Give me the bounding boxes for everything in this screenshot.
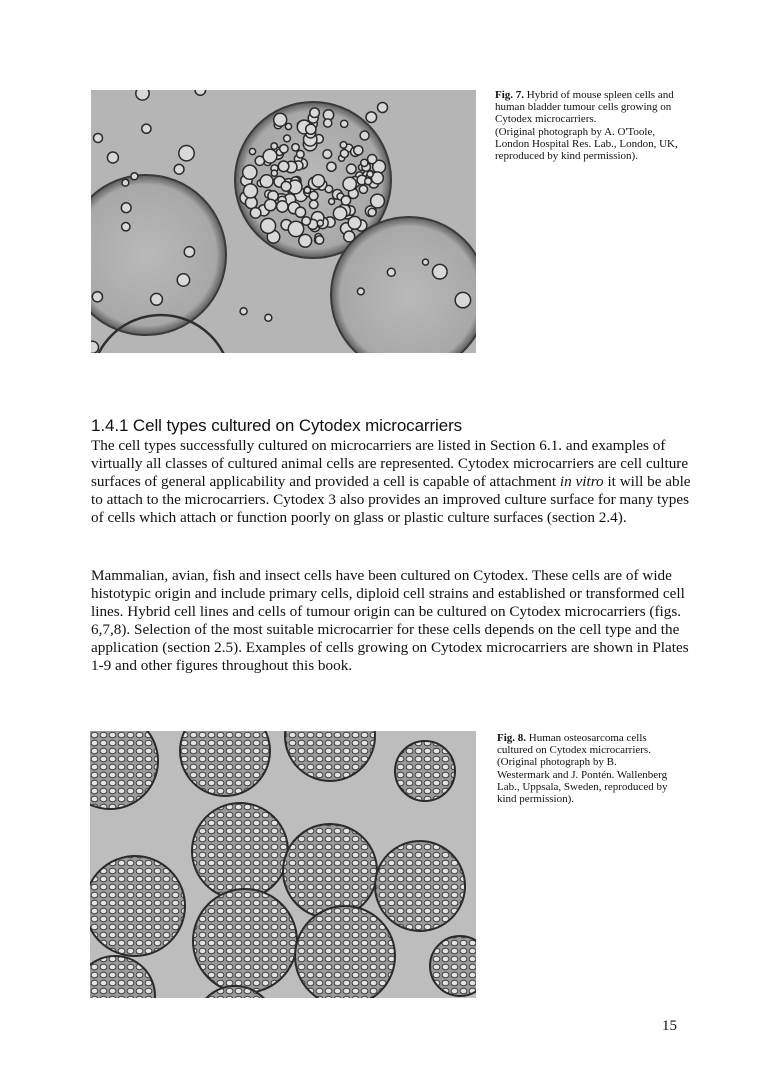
figure-8-credit: (Original photograph by B. Westermark and J. Pontén. Wallenberg Lab., Uppsala, Sweden, reproduced by kind permission). xyxy=(497,756,668,806)
microcarrier-bead xyxy=(90,856,185,956)
cell-spot xyxy=(284,135,291,142)
cell-spot xyxy=(107,152,118,163)
cell-spot xyxy=(285,123,291,129)
cell-spot xyxy=(243,165,257,179)
cell-spot xyxy=(387,268,395,276)
cell-spot xyxy=(297,150,305,158)
cell-spot xyxy=(142,124,151,133)
cell-spot xyxy=(261,218,276,233)
cell-spot xyxy=(94,134,103,143)
cell-spot xyxy=(249,148,255,154)
cell-spot xyxy=(240,308,247,315)
microcarrier-bead xyxy=(375,841,465,931)
cell-spot xyxy=(302,217,311,226)
cell-spot xyxy=(121,203,131,213)
figure-7-label: Fig. 7. xyxy=(495,89,525,101)
figure-7-caption-text: Hybrid of mouse spleen cells and human bladder tumour cells growing on Cytodex microcarriers. xyxy=(495,89,674,126)
figure-7-credit: (Original photograph by A. O'Toole, London Hospital Res. Lab., London, UK, reproduced by kind permission). xyxy=(495,125,678,163)
cell-spot xyxy=(310,108,320,118)
page-number: 15 xyxy=(662,1018,677,1034)
paragraph-1-italic: in vitro xyxy=(559,473,604,490)
cell-spot xyxy=(315,236,323,244)
cell-spot xyxy=(361,159,368,166)
cell-spot xyxy=(325,185,332,192)
cell-spot xyxy=(348,216,361,229)
cell-spot xyxy=(244,184,258,198)
figure-8-caption-text: Human osteosarcoma cells cultured on Cytodex microcarriers. xyxy=(497,732,651,757)
cell-spot xyxy=(317,220,323,226)
cell-spot xyxy=(360,131,369,140)
cell-spot xyxy=(260,175,273,188)
cell-spot xyxy=(357,288,364,295)
cell-spot xyxy=(271,143,277,149)
cell-spot xyxy=(368,208,376,216)
cell-spot xyxy=(365,178,372,185)
cell-spot xyxy=(265,314,272,321)
microcarrier-bead xyxy=(192,803,288,899)
figure-8-photo xyxy=(90,731,476,998)
cell-spot xyxy=(341,120,348,127)
cell-spot xyxy=(122,179,129,186)
cell-spot xyxy=(292,144,299,151)
cell-spot xyxy=(177,274,189,286)
figure-7-caption xyxy=(495,89,685,162)
cell-spot xyxy=(433,264,448,279)
cell-spot xyxy=(295,207,305,217)
microcarrier-bead xyxy=(193,889,297,993)
cell-spot xyxy=(344,231,355,242)
cell-spot xyxy=(327,162,336,171)
cell-spot xyxy=(122,223,130,231)
cell-spot xyxy=(271,170,277,176)
cell-spot xyxy=(288,221,303,236)
paragraph-2: Mammalian, avian, fish and insect cells have been cultured on Cytodex. These cells are of wide histotypic origin and include primary cells, diploid cell strains and established or transformed cell lines. Hybrid cell lines and cells of tumour origin can be cultured on Cytodex microcarriers (figs. 6,7,8). Selection of the most suitable microcarrier for these cells depends on the cell type and the application (section 2.5). Examples of cells growing on Cytodex microcarriers are shown in Plates 1-9 and other figures throughout this book. xyxy=(91,567,689,674)
paragraph-1 xyxy=(91,437,691,527)
cell-spot xyxy=(151,293,163,305)
cell-spot xyxy=(359,185,367,193)
cell-spot xyxy=(309,191,318,200)
microcarrier-bead xyxy=(283,824,377,918)
cell-spot xyxy=(281,182,291,192)
cell-spot xyxy=(378,103,388,113)
cell-spot xyxy=(131,173,138,180)
cell-spot xyxy=(274,113,287,126)
cell-spot xyxy=(265,199,277,211)
figure-8-label: Fig. 8. xyxy=(497,732,527,744)
figure-7-photo xyxy=(91,90,476,353)
cell-spot xyxy=(455,292,470,307)
cell-spot xyxy=(184,247,194,257)
cell-spot xyxy=(329,199,335,205)
cell-spot xyxy=(368,155,377,164)
microcarrier-bead xyxy=(295,906,395,998)
cell-spot xyxy=(179,146,194,161)
microcarrier-bead xyxy=(395,741,455,801)
cell-spot xyxy=(312,175,324,187)
paragraph-1-text-a: The cell types successfully cultured on microcarriers are listed in Section 6.1. and examples of virtually all classes of cultured animal cells are represented. Cytodex microcarriers are cell culture surfaces of general applicability and provided a cell is capable of attachment xyxy=(91,437,689,490)
cell-spot xyxy=(340,150,348,158)
cell-spot xyxy=(371,194,385,208)
cell-spot xyxy=(277,201,288,212)
cell-spot xyxy=(309,200,318,209)
cell-spot xyxy=(343,177,356,190)
cell-spot xyxy=(250,208,261,219)
cell-spot xyxy=(340,142,347,149)
cell-spot xyxy=(354,146,363,155)
cell-spot xyxy=(278,161,289,172)
section-heading: 1.4.1 Cell types cultured on Cytodex microcarriers xyxy=(91,416,463,435)
cell-spot xyxy=(195,90,206,95)
paragraph-1-text-b: it will be able to attach to the microcarriers. Cytodex 3 also provides an improved culture surface for many types of cells which attach or function poorly on glass or plastic culture surfaces (section 2.4). xyxy=(91,473,691,526)
cell-spot xyxy=(92,292,102,302)
cell-spot xyxy=(333,207,346,220)
cell-spot xyxy=(324,119,332,127)
cell-spot xyxy=(174,164,184,174)
cell-spot xyxy=(280,145,288,153)
cell-spot xyxy=(263,149,277,163)
cell-spot xyxy=(299,234,312,247)
cell-spot xyxy=(366,112,377,123)
cell-spot xyxy=(347,164,357,174)
figure-8-caption xyxy=(497,732,672,805)
cell-spot xyxy=(323,150,332,159)
cell-spot xyxy=(423,259,429,265)
cell-spot xyxy=(341,196,350,205)
cell-spot xyxy=(91,341,99,353)
cell-spot xyxy=(136,90,149,100)
cell-spot xyxy=(367,171,373,177)
cell-spot xyxy=(306,124,316,134)
